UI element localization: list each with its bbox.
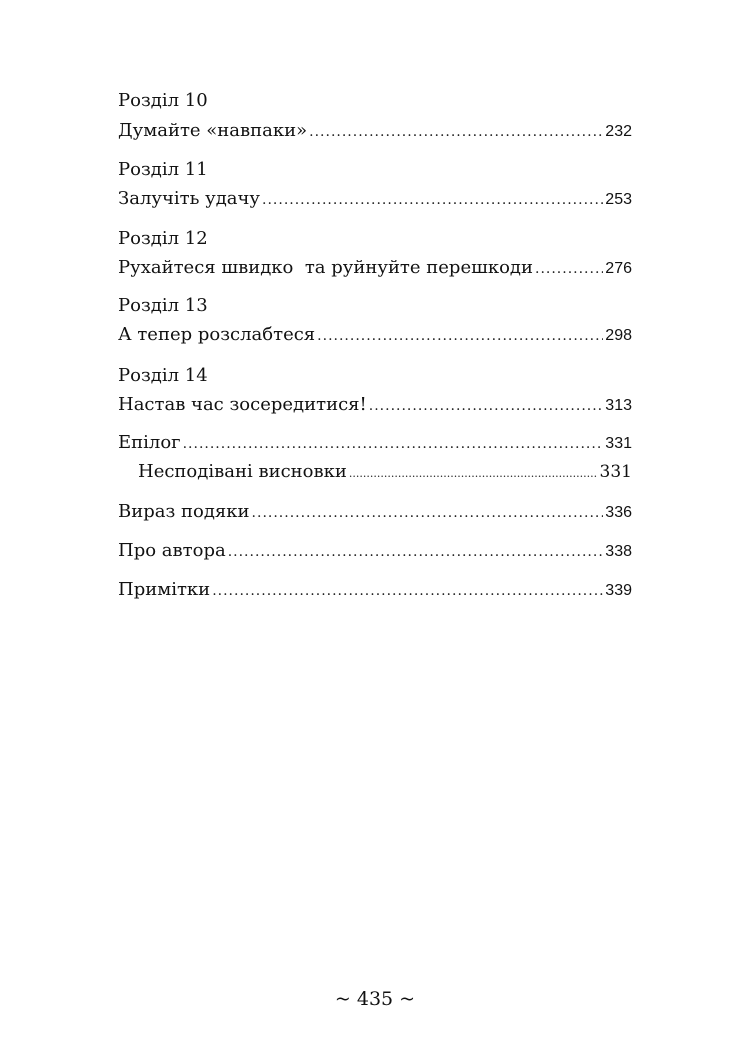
- toc-entry-title: Рухайтеся швидко та руйнуйте перешкоди: [118, 257, 533, 278]
- toc-entry-page: 276: [605, 260, 632, 277]
- toc-entry-14[interactable]: [118, 394, 632, 415]
- leader-dots: [212, 583, 603, 599]
- toc-entry-page: 331: [605, 435, 632, 452]
- toc-entry-title: Несподівані висновки: [138, 461, 347, 482]
- toc-entry-title: Про автора: [118, 540, 226, 561]
- toc-entry-page: 338: [605, 543, 632, 560]
- toc-entry-title: Залучіть удачу: [118, 188, 261, 209]
- leader-dots: [317, 328, 603, 344]
- leader-dots: [252, 505, 604, 521]
- page-number: ~ 435 ~: [334, 988, 416, 1010]
- toc-entry-conclusions[interactable]: [138, 461, 632, 482]
- leader-dots: [309, 124, 603, 140]
- toc-entry-title: Настав час зосередитися!: [118, 394, 367, 415]
- toc-entry-acknowledgements[interactable]: [118, 501, 632, 522]
- toc-entry-about-author[interactable]: [118, 540, 632, 561]
- leader-dots: [228, 544, 604, 560]
- toc-entry-10[interactable]: [118, 120, 632, 141]
- chapter-heading-12: Розділ 12: [118, 228, 208, 249]
- toc-entry-epilogue[interactable]: [118, 432, 632, 453]
- toc-entry-notes[interactable]: [118, 579, 632, 600]
- toc-entry-13[interactable]: [118, 324, 632, 345]
- leader-dots: [369, 398, 604, 414]
- toc-entry-page: 331: [599, 462, 632, 482]
- toc-entry-title: Примітки: [118, 579, 211, 600]
- toc-entry-page: 232: [605, 123, 632, 140]
- toc-entry-page: 298: [605, 327, 632, 344]
- chapter-heading-14: Розділ 14: [118, 365, 208, 386]
- toc-entry-page: 336: [605, 504, 632, 521]
- toc-entry-11[interactable]: [118, 188, 632, 209]
- toc-entry-page: 253: [605, 191, 632, 208]
- leader-dots: [183, 436, 604, 452]
- chapter-heading-11: Розділ 11: [118, 159, 208, 180]
- toc-entry-title: А тепер розслабтеся: [118, 324, 316, 345]
- toc-entry-page: 313: [605, 397, 632, 414]
- toc-entry-title: Епілог: [118, 432, 181, 453]
- leader-dots: [349, 467, 598, 480]
- leader-dots: [535, 261, 603, 277]
- toc-entry-title: Вираз подяки: [118, 501, 250, 522]
- toc-entry-12[interactable]: [118, 257, 632, 278]
- toc-entry-title: Думайте «навпаки»: [118, 120, 308, 141]
- chapter-heading-13: Розділ 13: [118, 295, 208, 316]
- toc-entry-page: 339: [605, 582, 632, 599]
- leader-dots: [262, 192, 603, 208]
- chapter-heading-10: Розділ 10: [118, 90, 208, 111]
